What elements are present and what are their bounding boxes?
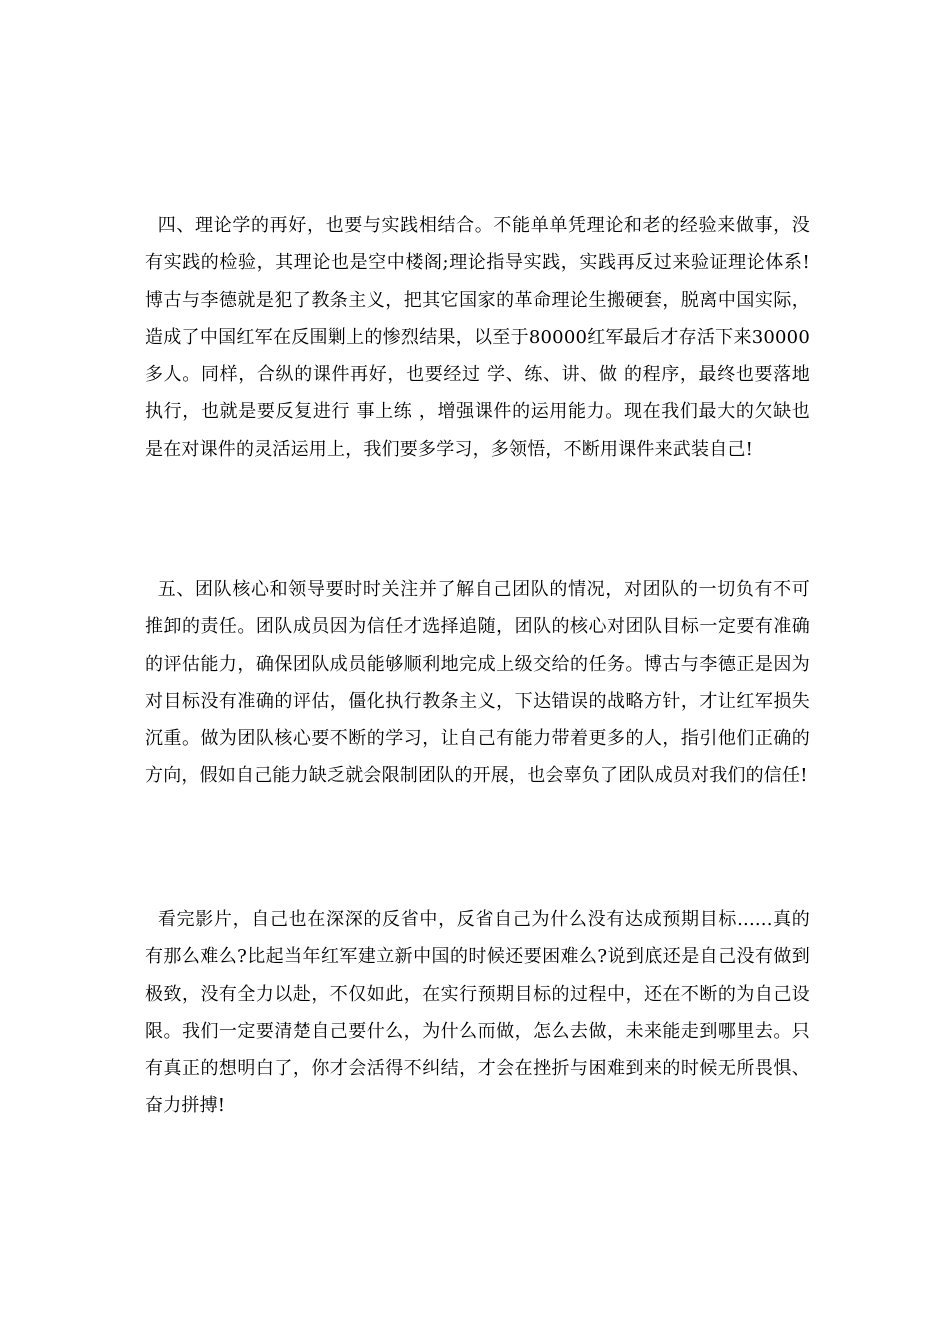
paragraph-four-theory-and-practice: 四、理论学的再好，也要与实践相结合。不能单单凭理论和老的经验来做事，没有实践的检验，其理论也是空中楼阁;理论指导实践，实践再反过来验证理论体系!博古与李德就是犯了教条主义，把其它国家的革命理论生搬硬套，脱离中国实际，造成了中国红军在反围剿上的惨烈结果，以至于80000红军最后才存活下来30000多人。同样，合纵的课件再好，也要经过 学、练、讲、做 的程序，最终也要落地执行，也就是要反复进行 事上练 ，增强课件的运用能力。现在我们最大的欠缺也是在对课件的灵活运用上，我们要多学习，多领悟，不断用课件来武装自己! (145, 215, 811, 460)
paragraph-five-team-leadership: 五、团队核心和领导要时时关注并了解自己团队的情况，对团队的一切负有不可推卸的责任。团队成员因为信任才选择追随，团队的核心对团队目标一定要有准确的评估能力，确保团队成员能够顺利地完成上级交给的任务。博古与李德正是因为对目标没有准确的评估，僵化执行教条主义，下达错误的战略方针，才让红军损失沉重。做为团队核心要不断的学习，让自己有能力带着更多的人，指引他们正确的方向，假如自己能力缺乏就会限制团队的开展，也会辜负了团队成员对我们的信任! (145, 579, 811, 787)
paragraph-reflection-after-film: 看完影片，自己也在深深的反省中，反省自己为什么没有达成预期目标......真的有那么难么?比起当年红军建立新中国的时候还要困难么?说到底还是自己没有做到极致，没有全力以赴，不仅如此，在实行预期目标的过程中，还在不断的为自己设限。我们一定要清楚自己要什么，为什么而做，怎么去做，未来能走到哪里去。只有真正的想明白了，你才会活得不纠结，才会在挫折与困难到来的时候无所畏惧、奋力拼搏! (145, 909, 810, 1117)
